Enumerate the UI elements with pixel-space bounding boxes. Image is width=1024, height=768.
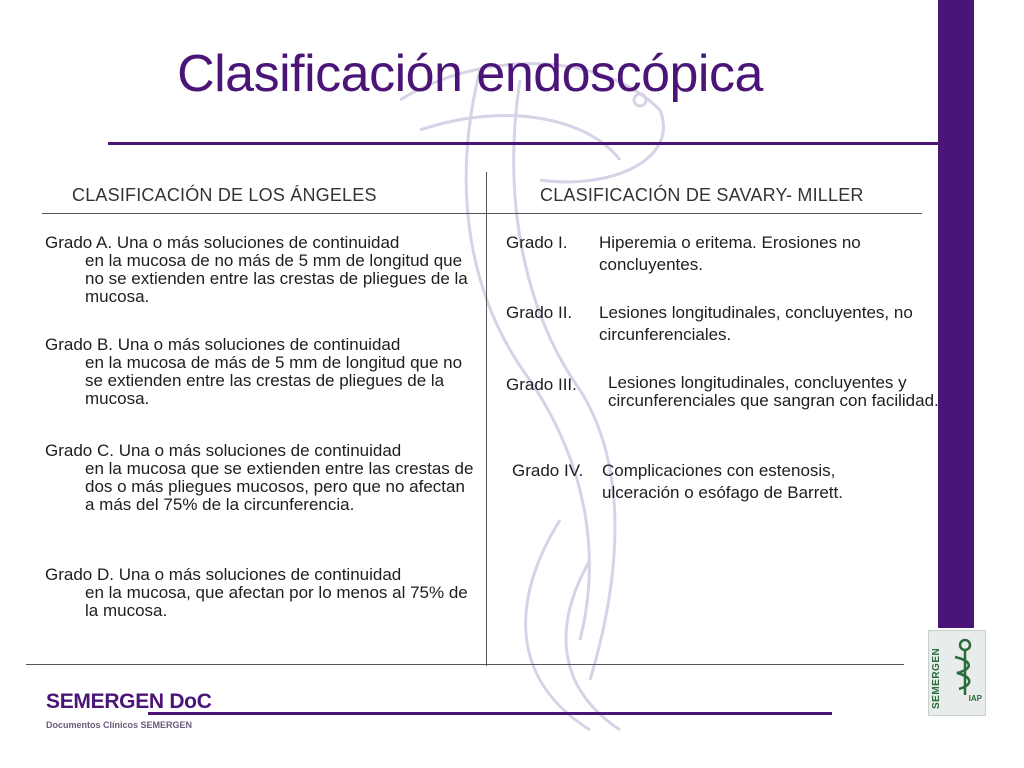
grade-description: Complicaciones con estenosis, ulceración o esófago de Barrett. <box>602 461 843 502</box>
semergen-logo <box>928 630 986 716</box>
grade-label: Grado II. <box>506 303 573 322</box>
logo-vertical-text: SEMERGEN <box>931 647 942 709</box>
table-bottom-line <box>26 664 904 665</box>
savary-miller-grade-3 <box>506 374 946 440</box>
header-divider <box>42 213 922 214</box>
caduceus-icon <box>945 635 983 701</box>
grade-description: en la mucosa, que afectan por lo menos al 75% de la mucosa. <box>85 583 468 620</box>
grade-description: Hiperemia o eritema. Erosiones no concluyentes. <box>599 233 861 274</box>
grade-label: Grado III. <box>506 375 577 394</box>
grade-description: en la mucosa de más de 5 mm de longitud que no se extienden entre las crestas de pliegues de la mucosa. <box>85 353 463 408</box>
left-column-header: CLASIFICACIÓN DE LOS ÁNGELES <box>72 185 377 205</box>
los-angeles-grade-a <box>45 234 475 306</box>
grade-description: Lesiones longitudinales, concluyentes, no circunferenciales. <box>599 303 913 344</box>
title-underline <box>108 142 974 145</box>
savary-miller-grade-2 <box>506 302 946 350</box>
right-column-header: CLASIFICACIÓN DE SAVARY- MILLER <box>540 185 864 205</box>
grade-description: Lesiones longitudinales, concluyentes y circunferenciales que sangran con facilidad. <box>608 373 939 410</box>
grade-description: en la mucosa que se extienden entre las crestas de dos o más pliegues mucosos, pero que no afectan a más del 75% de la circunferencia. <box>85 459 474 514</box>
savary-miller-grade-1 <box>506 232 936 280</box>
footer-line <box>148 712 832 715</box>
grade-first-line: Grado C. Una o más soluciones de continuidad <box>45 441 402 460</box>
brand-name: SEMERGEN DoC <box>46 690 212 713</box>
savary-miller-grade-4 <box>512 460 942 508</box>
grade-label: Grado IV. <box>512 461 584 480</box>
grade-first-line: Grado B. Una o más soluciones de continuidad <box>45 335 401 354</box>
grade-description: en la mucosa de no más de 5 mm de longitud que no se extienden entre las crestas de pliegues de la mucosa. <box>85 251 468 306</box>
slide-title: Clasificación endoscópica <box>177 45 763 103</box>
los-angeles-grade-d <box>45 566 475 620</box>
grade-label: Grado I. <box>506 233 568 252</box>
grade-first-line: Grado A. Una o más soluciones de continuidad <box>45 233 400 252</box>
logo-small-text: IAP <box>968 694 982 703</box>
los-angeles-grade-c <box>45 442 475 514</box>
column-divider <box>486 172 487 666</box>
los-angeles-grade-b <box>45 336 475 408</box>
brand-subtitle: Documentos Clínicos SEMERGEN <box>46 720 193 730</box>
grade-first-line: Grado D. Una o más soluciones de continuidad <box>45 565 402 584</box>
